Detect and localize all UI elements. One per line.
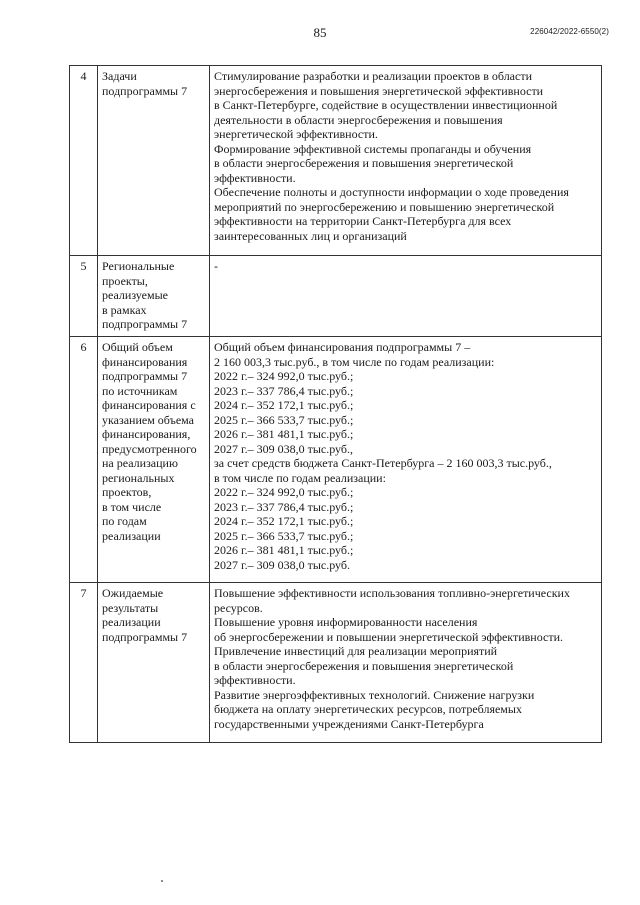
- name-line: подпрограммы 7: [102, 369, 188, 383]
- content-line: 2023 г.– 337 786,4 тыс.руб.;: [214, 499, 354, 514]
- content-line: в том числе по годам реализации:: [214, 470, 386, 485]
- content-line: в Санкт-Петербурге, содействие в осуществлении инвестиционной: [214, 98, 558, 112]
- content-line: 2022 г.– 324 992,0 тыс.руб.;: [214, 369, 354, 383]
- scan-speck: [161, 880, 163, 882]
- content-line: эффективности.: [214, 673, 296, 687]
- name-line: Региональные: [102, 259, 175, 273]
- content-line: ресурсов.: [214, 600, 263, 615]
- content-line: 2 160 003,3 тыс.руб., в том числе по годам реализации:: [214, 354, 495, 369]
- name-line: реализации: [102, 615, 161, 629]
- name-line: проекты,: [102, 273, 148, 288]
- row-number: 5: [70, 256, 98, 337]
- name-line: проектов,: [102, 485, 152, 499]
- name-line: финансирования с: [102, 398, 196, 412]
- name-line: указанием объема: [102, 412, 194, 427]
- content-line: Общий объем финансирования подпрограммы 7 –: [214, 340, 471, 354]
- content-line: за счет средств бюджета Санкт-Петербурга – 2 160 003,3 тыс.руб.,: [214, 456, 552, 470]
- name-line: по годам: [102, 514, 147, 528]
- content-line: Обеспечение полноты и доступности информации о ходе проведения: [214, 185, 569, 199]
- row-number: 6: [70, 337, 98, 583]
- content-line: 2025 г.– 366 533,7 тыс.руб.;: [214, 412, 354, 427]
- content-line: в области энергосбережения и повышения энергетической: [214, 658, 514, 673]
- name-line: результаты: [102, 600, 159, 615]
- name-line: в рамках: [102, 302, 147, 317]
- content-line: энергетической эффективности.: [214, 127, 378, 141]
- row-name: [98, 256, 210, 337]
- row-name: [98, 337, 210, 583]
- content-line: бюджета на оплату энергетических ресурсов, потребляемых: [214, 702, 522, 716]
- content-line: Стимулирование разработки и реализации проектов в области: [214, 69, 532, 83]
- name-line: подпрограммы 7: [102, 317, 188, 331]
- content-line: Развитие энергоэффективных технологий. Снижение нагрузки: [214, 687, 535, 702]
- content-line: Формирование эффективной системы пропаганды и обучения: [214, 141, 532, 156]
- table-row-funding: [70, 337, 602, 583]
- row-number: 7: [70, 583, 98, 743]
- content-line: 2024 г.– 352 172,1 тыс.руб.;: [214, 514, 354, 528]
- name-line: Общий объем: [102, 340, 173, 354]
- name-line: финансирования,: [102, 427, 191, 441]
- document-id: 226042/2022-6550(2): [530, 27, 609, 36]
- table-row-tasks: [70, 66, 602, 256]
- row-content: [210, 337, 602, 583]
- name-line: в том числе: [102, 499, 162, 514]
- content-line: 2027 г.– 309 038,0 тыс.руб.: [214, 557, 350, 572]
- content-line: 2023 г.– 337 786,4 тыс.руб.;: [214, 383, 354, 398]
- name-line: региональных: [102, 470, 175, 485]
- content-line: энергосбережения и повышения энергетической эффективности: [214, 83, 544, 98]
- subprogram-passport-table: [69, 65, 602, 743]
- name-line: на реализацию: [102, 456, 178, 470]
- row-name: [98, 66, 210, 256]
- row-content: [210, 583, 602, 743]
- content-line: эффективности на территории Санкт-Петербурга для всех: [214, 214, 512, 228]
- name-line: Задачи: [102, 69, 137, 83]
- name-line: реализации: [102, 528, 161, 543]
- table-row-regional-projects: [70, 256, 602, 337]
- row-number: 4: [70, 66, 98, 256]
- content-line: 2027 г.– 309 038,0 тыс.руб.,: [214, 441, 353, 456]
- content-line: Привлечение инвестиций для реализации мероприятий: [214, 644, 498, 658]
- name-line: подпрограммы 7: [102, 83, 188, 98]
- name-line: предусмотренного: [102, 441, 197, 456]
- page-number: 85: [313, 25, 327, 40]
- content-line: заинтересованных лиц и организаций: [214, 228, 407, 243]
- content-line: Повышение эффективности использования топливно-энергетических: [214, 586, 570, 600]
- content-line: эффективности.: [214, 170, 296, 185]
- content-line: 2026 г.– 381 481,1 тыс.руб.;: [214, 427, 354, 441]
- table-row-expected-results: [70, 583, 602, 743]
- content-line: государственными учреждениями Санкт-Петербурга: [214, 716, 484, 731]
- content-line: об энергосбережении и повышении энергетической эффективности.: [214, 629, 564, 644]
- content-line: 2022 г.– 324 992,0 тыс.руб.;: [214, 485, 354, 499]
- row-name: [98, 583, 210, 743]
- row-content: [210, 256, 602, 337]
- content-line: деятельности в области энергосбережения и повышения: [214, 112, 503, 127]
- name-line: реализуемые: [102, 288, 168, 302]
- name-line: финансирования: [102, 354, 188, 369]
- content-line: 2025 г.– 366 533,7 тыс.руб.;: [214, 528, 354, 543]
- content-line: 2026 г.– 381 481,1 тыс.руб.;: [214, 543, 354, 557]
- row-content: [210, 66, 602, 256]
- name-line: по источникам: [102, 383, 178, 398]
- content-line: в области энергосбережения и повышения энергетической: [214, 156, 514, 170]
- name-line: Ожидаемые: [102, 586, 164, 600]
- content-line: мероприятий по энергосбережению и повышению энергетической: [214, 199, 555, 214]
- content-line: Повышение уровня информированности населения: [214, 615, 478, 629]
- content-line: -: [214, 259, 218, 273]
- content-line: 2024 г.– 352 172,1 тыс.руб.;: [214, 398, 354, 412]
- name-line: подпрограммы 7: [102, 629, 188, 644]
